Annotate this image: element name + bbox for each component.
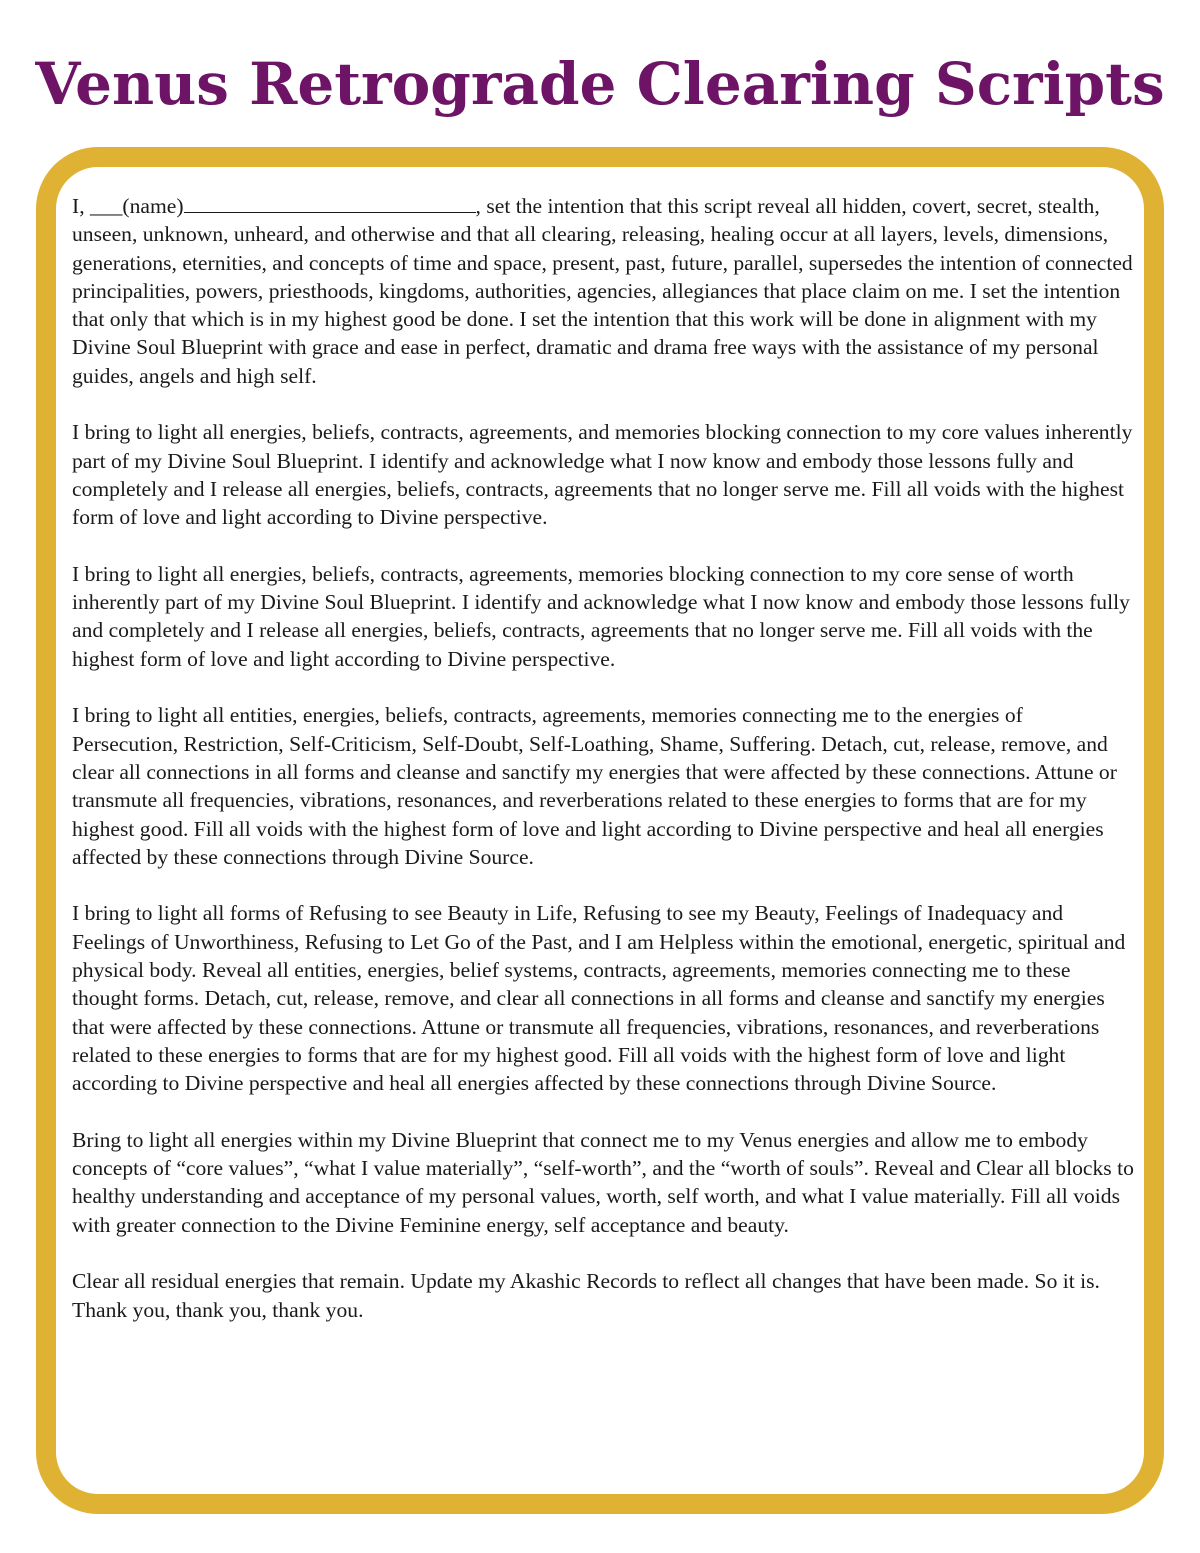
name-prefix: I, ___(name) [72,194,184,218]
self-worth-paragraph: I bring to light all energies, beliefs, contracts, agreements, memories blocking connection to my core sense of worth inherently part of my Divine Soul Blueprint. I identify and acknowledge what I now know and embody those lessons fully and completely and I release all energies, beliefs, contracts, agreements that no longer serve me. Fill all voids with the highest form of love and light according to Divine perspective. [72,561,1130,671]
thought-forms-paragraph: I bring to light all forms of Refusing to see Beauty in Life, Refusing to see my Beauty, Feelings of Inadequacy and Feelings of Unworthiness, Refusing to Let Go of the Past, and I am Helpless within the emotional, energetic, spiritual and physical body. Reveal all entities, energies, belief systems, contracts, agreements, memories connecting me to these thought forms. Detach, cut, release, remove, and clear all connections in all forms and cleanse and sanctify my energies that were affected by these connections. Attune or transmute all frequencies, vibrations, resonances, and reverberations related to these energies to forms that are for my highest good. Fill all voids with the highest form of love and light according to Divine perspective and heal all energies affected by these connections through Divine Source. [72,901,1126,1096]
closing-paragraph: Clear all residual energies that remain. Update my Akashic Records to reflect all changes that have been made. So it is. Thank you, thank you, thank you. [72,1269,1100,1322]
venus-energies-paragraph: Bring to light all energies within my Divine Blueprint that connect me to my Venus energies and allow me to embody concepts of “core values”, “what I value materially”, “self-worth”, and the “worth of souls”. Reveal and Clear all blocks to healthy understanding and acceptance of my personal values, worth, self worth, and what I value materially. Fill all voids with greater connection to the Divine Feminine energy, self acceptance and beauty. [72,1127,1134,1237]
core-values-paragraph: I bring to light all energies, beliefs, contracts, agreements, and memories blocking connection to my core values inherently part of my Divine Soul Blueprint. I identify and acknowledge what I now know and embody those lessons fully and completely and I release all energies, beliefs, contracts, agreements that no longer serve me. Fill all voids with the highest form of love and light according to Divine perspective. [72,420,1133,530]
intention-paragraph [72,192,1134,390]
entities-paragraph: I bring to light all entities, energies, beliefs, contracts, agreements, memories connecting me to the energies of Persecution, Restriction, Self-Criticism, Self-Doubt, Self-Loathing, Shame, Suffering. Detach, cut, release, remove, and clear all connections in all forms and cleanse and sanctify my energies that were affected by these connections. Attune or transmute all frequencies, vibrations, resonances, and reverberations related to these energies to forms that are for my highest good. Fill all voids with the highest form of love and light according to Divine perspective and heal all energies affected by these connections through Divine Source. [72,703,1117,869]
name-blank-line [184,194,476,213]
script-body [72,192,1134,1352]
intention-text: , set the intention that this script reveal all hidden, covert, secret, stealth, unseen, unknown, unheard, and otherwise and that all clearing, releasing, healing occur at all layers, levels, dimensions, generations, eternities, and concepts of time and space, present, past, future, parallel, supersedes the intention of connected principalities, powers, priesthoods, kingdoms, authorities, agencies, allegiances that place claim on me. I set the intention that only that which is in my highest good be done. I set the intention that this work will be done in alignment with my Divine Soul Blueprint with grace and ease in perfect, dramatic and drama free ways with the assistance of my personal guides, angels and high self. [72,194,1133,388]
page-title: Venus Retrograde Clearing Scripts [35,50,1165,118]
